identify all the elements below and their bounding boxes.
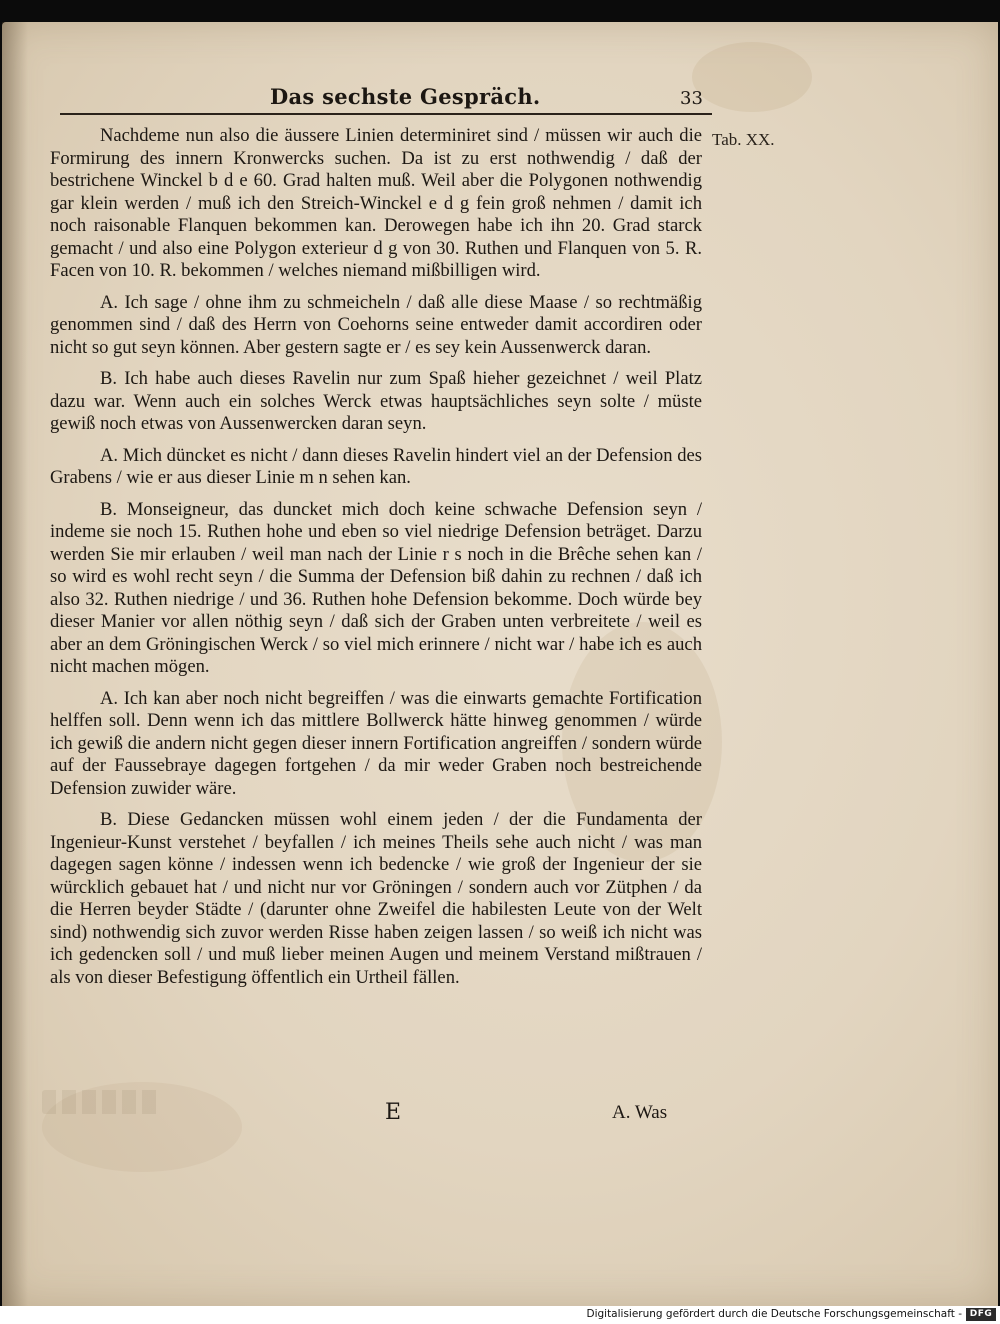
catchword: A. Was [612, 1102, 668, 1123]
paragraph: B. Ich habe auch dieses Ravelin nur zum Spaß hieher gezeichnet / weil Platz dazu war. Wenn auch ein solches Werck etwas hauptsächliches seyn solte / müste gewiß noch etwas von Aussenwercken daran seyn. [50, 368, 702, 434]
footer-bar [0, 1306, 1000, 1324]
running-title: Das sechste Gespräch. [270, 84, 541, 109]
paragraph: A. Ich kan aber noch nicht begreiffen / was die einwarts gemachte Fortification helffen soll. Denn wenn ich das mittlere Bollwerck hätte hinweg genommen / würde ich gewiß die andern nicht gegen dieser innern Fortification angreiffen / sondern würde auf der Faussebraye dagegen fortgehen / da mir weder Graben noch bestreichende Defension zuwider wäre. [50, 687, 702, 799]
paragraph: A. Ich sage / ohne ihm zu schmeicheln / daß alle diese Maase / so rechtmäßig genommen sind / daß des Herrn von Coehorns seine entweder damit accordiren oder nicht so gut seyn können. Aber gestern sagte er / es sey kein Aussenwerck daran. [50, 291, 702, 358]
margin-note: Tab. XX. [712, 130, 775, 149]
paragraph: B. Monseigneur, das duncket mich doch keine schwache Defension seyn / indeme sie noch 15. Ruthen hohe und eben so viel niedrige Defension beträget. Darzu werden Sie mir erlauben / weil man nach der Linie r s noch in die Brêche sehen kan / so wird es wohl recht seyn / die Summa der Defension biß dahin zu rechnen / daß ich also 32. Ruthen niedrige / und 36. Ruthen hohe Defension bekomme. Doch würde bey dieser Manier vor allen nöthig seyn / daß sich der Graben unten verbreitete / weil es aber an dem Gröningischen Werck / so viel mich erinnere / nicht war / habe ich es auch nicht machen mögen. [50, 498, 702, 677]
paragraph: A. Mich düncket es nicht / dann dieses Ravelin hindert viel an der Defension des Grabens / wie er aus dieser Linie m n sehen kan. [50, 444, 702, 488]
body-text [50, 125, 702, 998]
paragraph: Nachdeme nun also die äussere Linien determiniret sind / müssen wir auch die Formirung des innern Kronwercks suchen. Da ist zu erst nothwendig / daß der bestrichene Winckel b d e 60. Grad halten muß. Weil aber die Polygonen nothwendig gar klein werden / muß ich den Streich-Winckel e d g fein groß nehmen / damit ich noch raisonable Flanquen bekommen kan. Derowegen habe ich ihn 20. Grad starck gemacht / und also eine Polygon exterieur d g von 30. Ruthen und Flanquen von 5. R. Facen von 10. R. bekommen / welches niemand mißbilligen wird. [50, 125, 702, 281]
dfg-logo: DFG [966, 1308, 996, 1321]
show-through-text [42, 1090, 162, 1114]
signature-mark: E [385, 1100, 402, 1125]
gutter-shadow [2, 22, 28, 1306]
header-rule [60, 113, 712, 115]
running-head [60, 84, 710, 114]
funding-credit: Digitalisierung gefördert durch die Deutsche Forschungsgemeinschaft - [586, 1308, 962, 1320]
page-number: 33 [680, 88, 703, 109]
paper-stain [692, 42, 812, 112]
paragraph: B. Diese Gedancken müssen wohl einem jeden / der die Fundamenta der Ingenieur-Kunst verstehet / beyfallen / ich meines Theils sehe auch nicht / was man dagegen sagen könne / indessen wenn ich bedencke / wie groß der Ingenieur der sie würcklich gebauet hat / und nicht nur vor Gröningen / sondern auch vor Zütphen / da die Herren beyder Städte / (darunter ohne Zweifel die habilesten Leute von der Welt sind) nothwendig sich zuvor werden Risse haben zeigen lassen / so weiß ich nicht was ich gedencken soll / und muß lieber meinen Augen und meinem Verstand mißtrauen / als von dieser Befestigung öffentlich ein Urtheil fällen. [50, 809, 702, 988]
